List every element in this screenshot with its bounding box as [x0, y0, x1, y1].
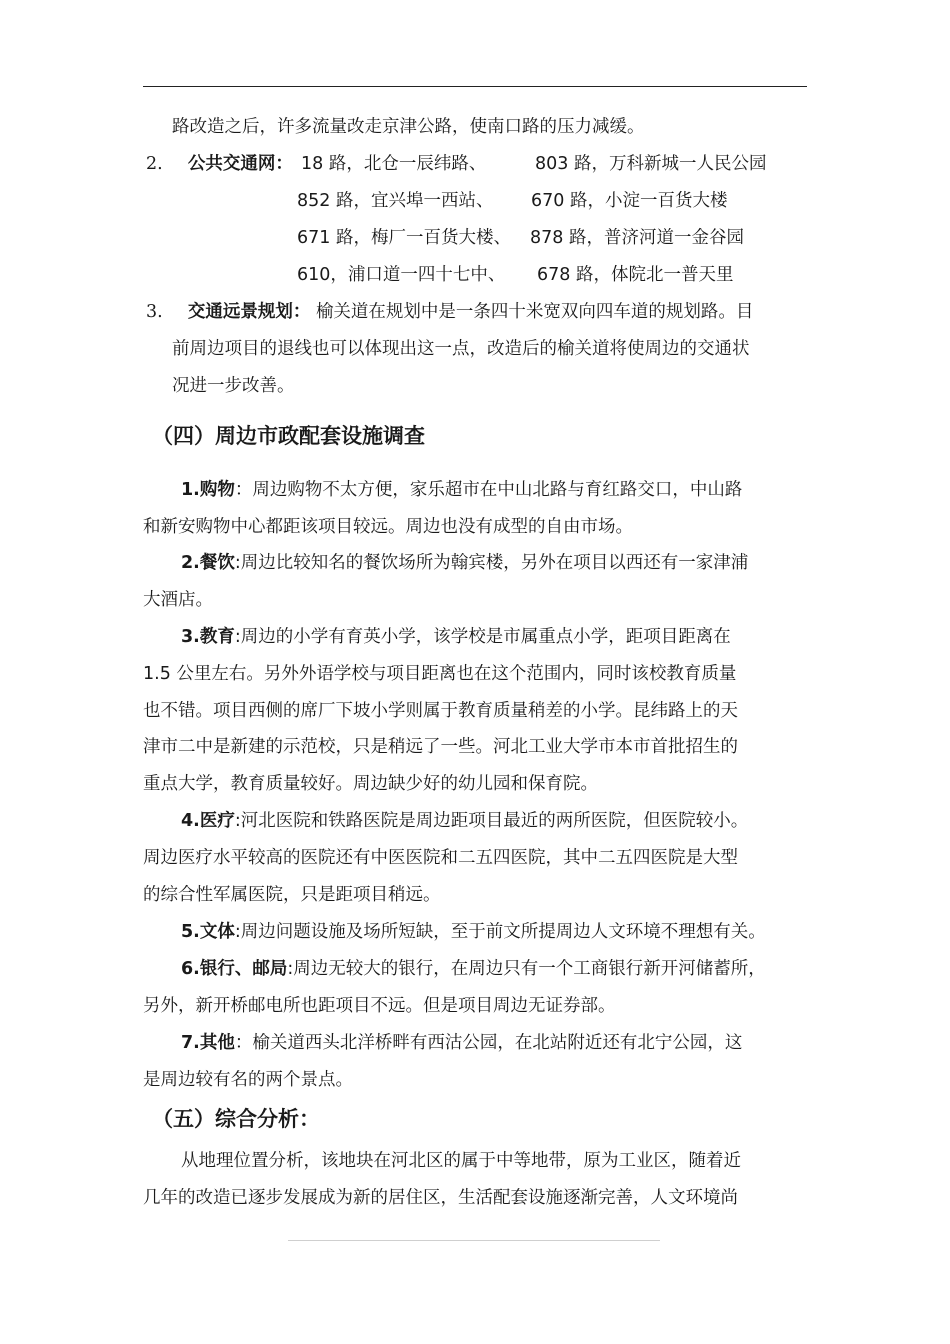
bus-route-right: 803 路，万科新城一人民公园 — [535, 154, 767, 174]
traffic-vision-text: 况进一步改善。 — [172, 376, 295, 396]
traffic-vision-text: 榆关道在规划中是一条四十米宽双向四车道的规划路。目 — [315, 302, 754, 322]
item-text: 津市二中是新建的示范校，只是稍远了一些。河北工业大学市本市首批招生的 — [143, 737, 738, 757]
facility-item-shopping — [181, 477, 742, 503]
bus-route-left: 671 路，梅厂一百货大楼、 — [297, 228, 511, 248]
section-5-title: （五）综合分析： — [152, 1107, 320, 1131]
bus-route-left: 852 路，宜兴埠一西站、 — [297, 191, 494, 211]
list-number: 3. — [146, 302, 163, 322]
item-text: 大酒店。 — [143, 590, 213, 610]
item-text: 重点大学，教育质量较好。周边缺少好的幼儿园和保育院。 — [143, 774, 598, 794]
traffic-vision-text: 前周边项目的退线也可以体现出这一点，改造后的榆关道将使周边的交通状 — [172, 339, 750, 359]
bus-route-left: 610，浦口道一四十七中、 — [297, 265, 506, 285]
traffic-vision-label: 交通远景规划： — [187, 302, 311, 322]
facility-item-bank-post — [181, 956, 766, 982]
item-text: :周边比较知名的餐饮场所为翰宾楼，另外在项目以西还有一家津浦 — [234, 553, 749, 573]
item-text: 和新安购物中心都距该项目较远。周边也没有成型的自由市场。 — [143, 517, 633, 537]
traffic-vision-heading — [146, 299, 753, 325]
item-text: :周边问题设施及场所短缺，至于前文所提周边人文环境不理想有关。 — [234, 922, 766, 942]
item-text: 是周边较有名的两个景点。 — [143, 1070, 353, 1090]
traffic-paragraph-continuation: 路改造之后，许多流量改走京津公路，使南口路的压力减缓。 — [172, 117, 645, 137]
public-transit-heading — [146, 151, 293, 177]
header-rule — [143, 86, 807, 87]
analysis-text: 几年的改造已逐步发展成为新的居住区，生活配套设施逐渐完善，人文环境尚 — [143, 1188, 738, 1208]
item-label: 3.教育 — [181, 627, 235, 647]
bus-route-left: 18 路，北仓一辰纬路、 — [301, 154, 487, 174]
item-label: 5.文体 — [181, 922, 235, 942]
list-number: 2. — [146, 154, 163, 174]
facility-item-other — [181, 1030, 742, 1056]
public-transit-label: 公共交通网： — [187, 154, 293, 174]
item-text: 周边医疗水平较高的医院还有中医医院和二五四医院，其中二五四医院是大型 — [143, 848, 738, 868]
item-label: 2.餐饮 — [181, 553, 235, 573]
item-text: ：周边购物不太方便，家乐超市在中山北路与育红路交口，中山路 — [234, 480, 743, 500]
bus-route-right: 678 路，体院北一普天里 — [537, 265, 734, 285]
item-text: :河北医院和铁路医院是周边距项目最近的两所医院，但医院较小。 — [234, 811, 749, 831]
item-text: :周边无较大的银行，在周边只有一个工商银行新开河储蓄所， — [287, 959, 766, 979]
facility-item-culture-sports — [181, 919, 766, 945]
item-label: 6.银行、邮局 — [181, 959, 288, 979]
item-label: 4.医疗 — [181, 811, 235, 831]
item-text: ：榆关道西头北洋桥畔有西沽公园，在北站附近还有北宁公园，这 — [234, 1033, 743, 1053]
item-label: 1.购物 — [181, 480, 235, 500]
bus-route-right: 670 路，小淀一百货大楼 — [531, 191, 728, 211]
analysis-text: 从地理位置分析，该地块在河北区的属于中等地带，原为工业区，随着近 — [181, 1151, 741, 1171]
item-label: 7.其他 — [181, 1033, 235, 1053]
item-text: 另外，新开桥邮电所也距项目不远。但是项目周边无证券部。 — [143, 996, 616, 1016]
footer-rule — [288, 1240, 660, 1241]
section-4-title: （四）周边市政配套设施调查 — [152, 424, 425, 448]
facility-item-medical — [181, 808, 748, 834]
item-text: 也不错。项目西侧的席厂下坡小学则属于教育质量稍差的小学。昆纬路上的天 — [143, 701, 738, 721]
item-text: 的综合性军属医院，只是距项目稍远。 — [143, 885, 441, 905]
facility-item-education — [181, 624, 731, 650]
bus-route-right: 878 路，普济河道一金谷园 — [530, 228, 744, 248]
facility-item-dining — [181, 550, 748, 576]
item-text: :周边的小学有育英小学，该学校是市属重点小学，距项目距离在 — [234, 627, 731, 647]
item-text: 1.5 公里左右。另外外语学校与项目距离也在这个范围内，同时该校教育质量 — [143, 664, 737, 684]
